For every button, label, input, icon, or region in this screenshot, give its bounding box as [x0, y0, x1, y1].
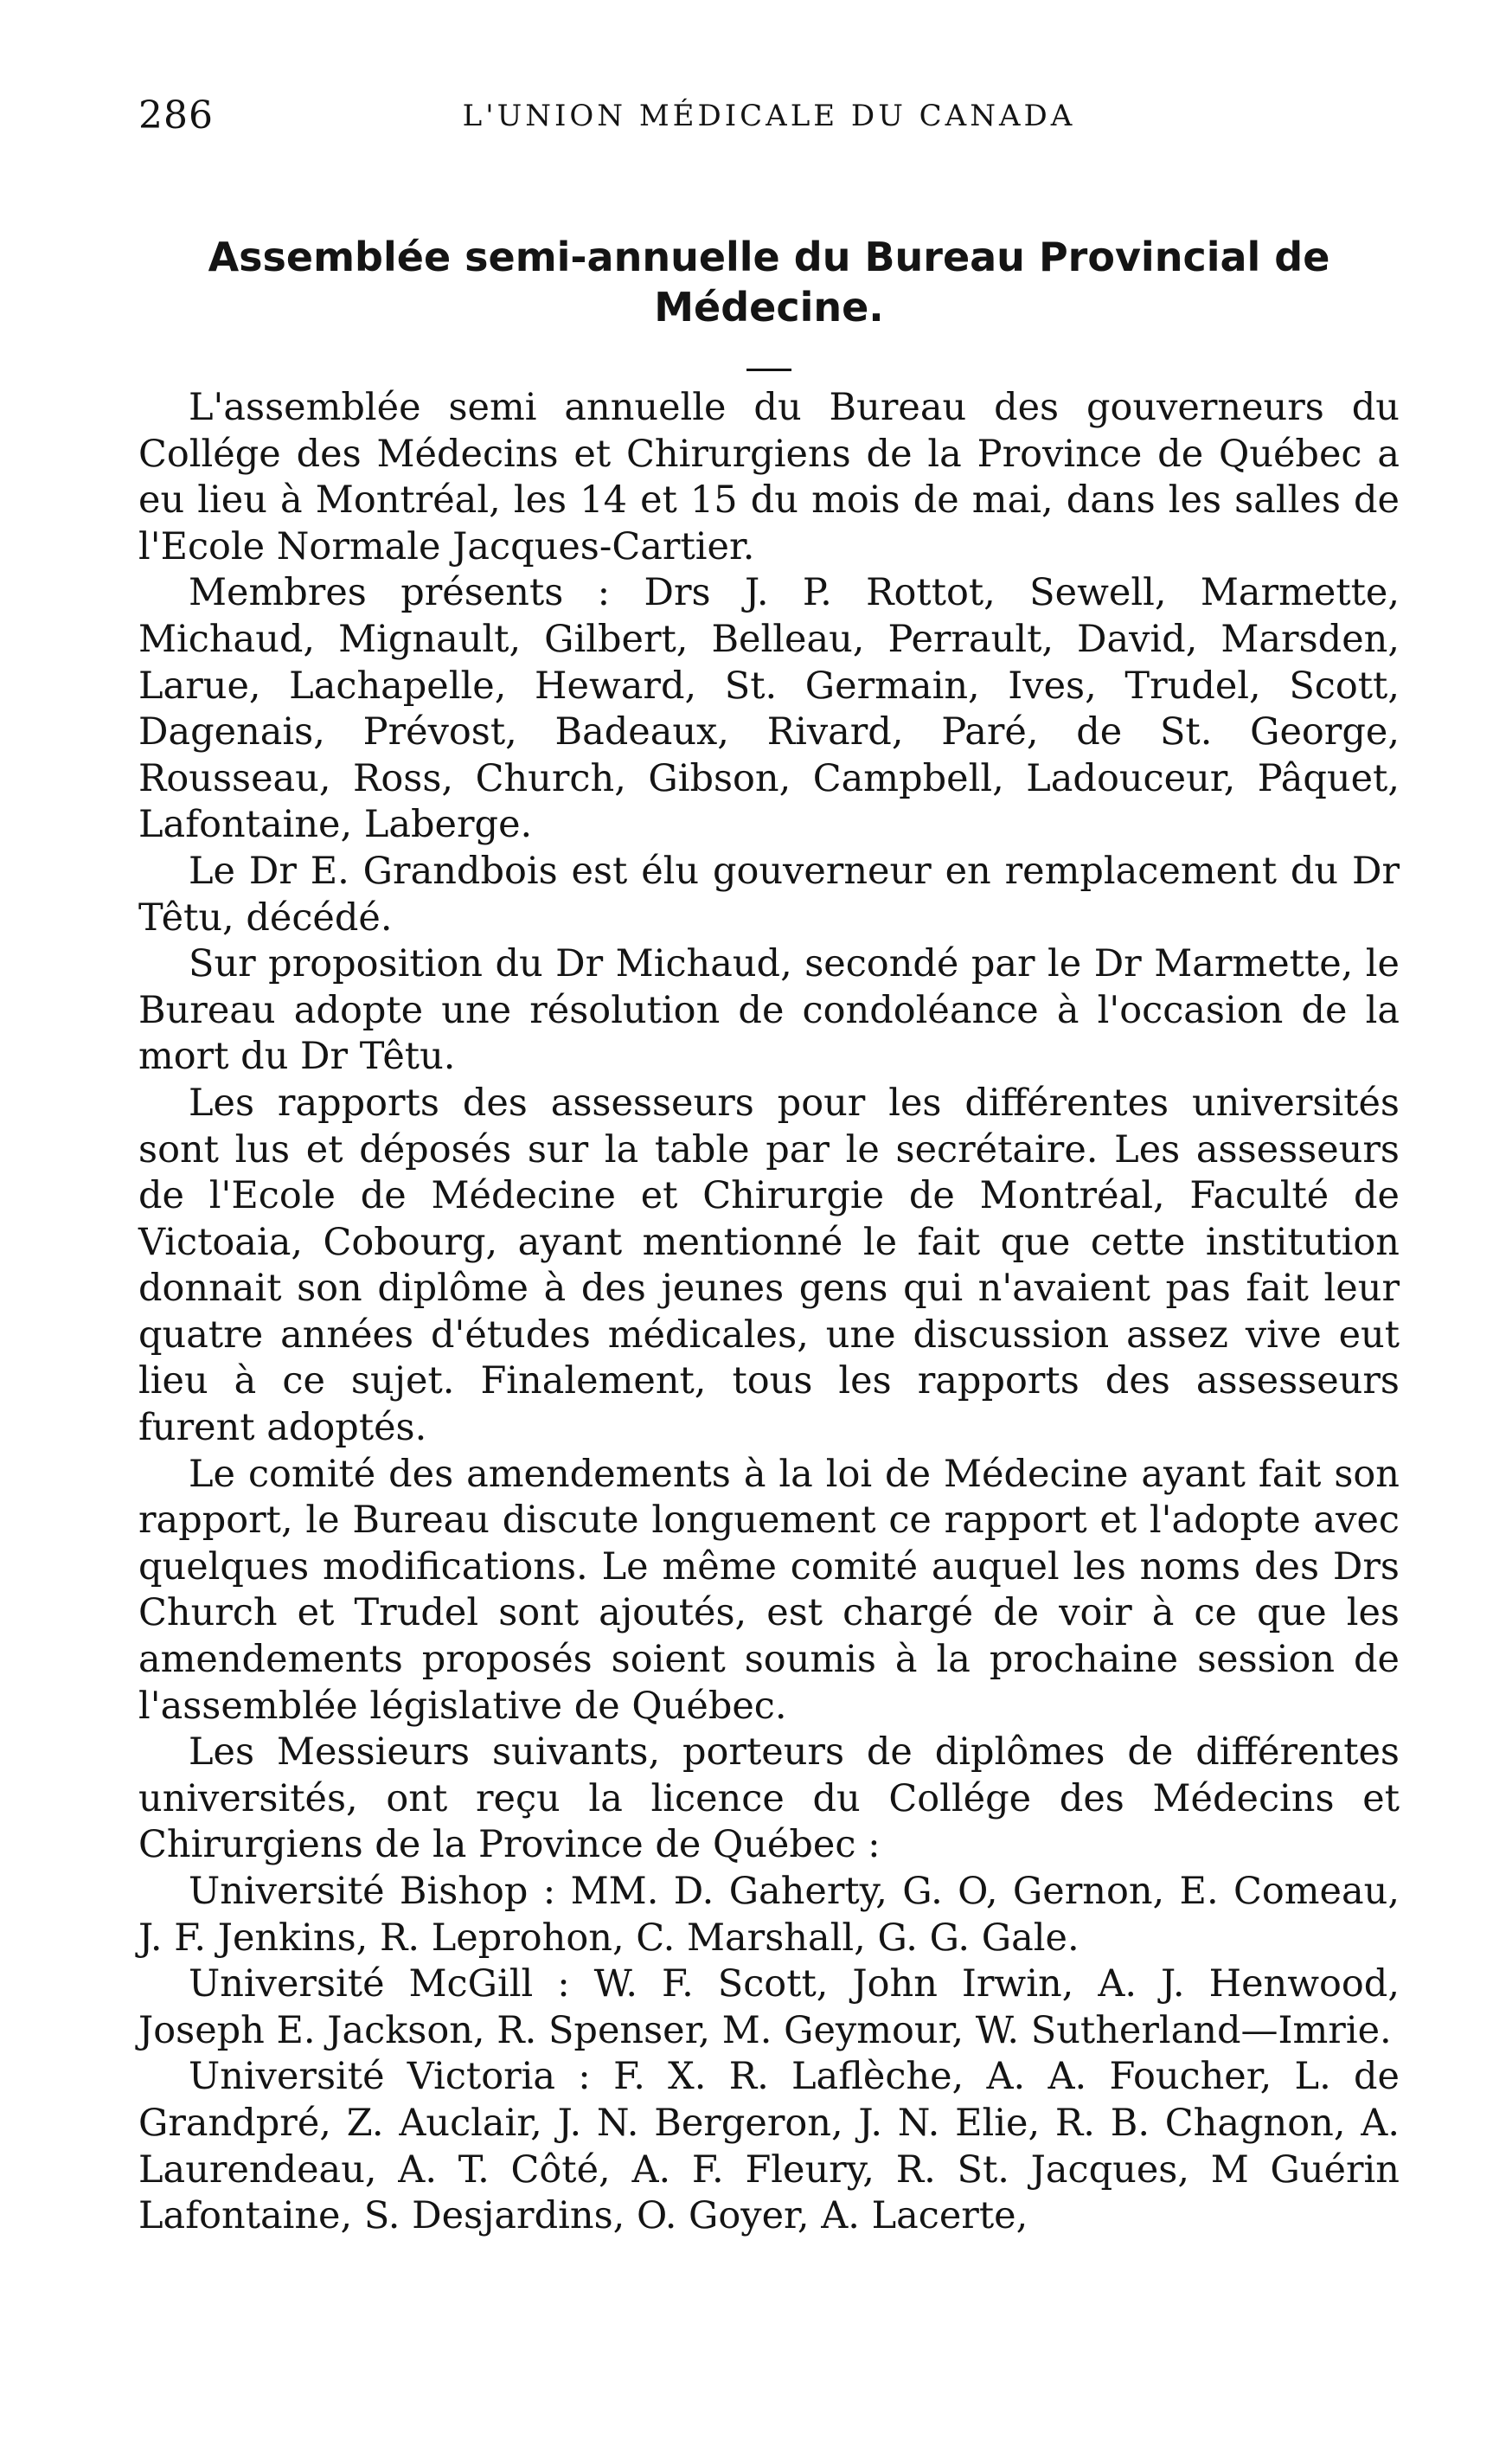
paragraph-amendments-committee: Le comité des amendements à la loi de Médecine ayant fait son rapport, le Bureau discute longuement ce rapport et l'adopte avec quelques modifications. Le même comité auquel les noms des Drs Church et Trudel sont ajoutés, est chargé de voir à ce que les amendements proposés soient soumis à la prochaine session de l'assemblée législative de Québec. — [138, 1452, 1400, 1728]
paragraph-governor-election: Le Dr E. Grandbois est élu gouverneur en remplacement du Dr Têtu, décédé. — [138, 849, 1400, 940]
paragraph-licences-intro: Les Messieurs suivants, porteurs de diplômes de différentes universités, ont reçu la licence du Collége des Médecins et Chirurgiens de la Province de Québec : — [138, 1730, 1400, 1867]
paragraph-victoria-university: Université Victoria : F. X. R. Laflèche, A. A. Foucher, L. de Grandpré, Z. Auclair, J. N. Bergeron, J. N. Elie, R. B. Chagnon, A. Laurendeau, A. T. Côté, A. F. Fleury, R. St. Jacques, M Guérin Lafontaine, S. Desjardins, O. Goyer, A. Lacerte, — [138, 2055, 1400, 2238]
page-number: 286 — [138, 93, 214, 138]
paragraph-condolence: Sur proposition du Dr Michaud, secondé par le Dr Marmette, le Bureau adopte une résolution de condoléance à l'occasion de la mort du Dr Têtu. — [138, 942, 1400, 1079]
page — [138, 93, 1400, 2240]
article-body — [138, 385, 1400, 2240]
title-rule — [746, 369, 791, 371]
paragraph-members-present: Membres présents : Drs J. P. Rottot, Sewell, Marmette, Michaud, Mignault, Gilbert, Belleau, Perrault, David, Marsden, Larue, Lachapelle, Heward, St. Germain, Ives, Trudel, Scott, Dagenais, Prévost, Badeaux, Rivard, Paré, de St. George, Rousseau, Ross, Church, Gibson, Campbell, Ladouceur, Pâquet, Lafontaine, Laberge. — [138, 571, 1400, 847]
paragraph-mcgill-university: Université McGill : W. F. Scott, John Irwin, A. J. Henwood, Joseph E. Jackson, R. Spenser, M. Geymour, W. Sutherland—Imrie. — [138, 1962, 1400, 2052]
paragraph-bishop-university: Université Bishop : MM. D. Gaherty, G. O, Gernon, E. Comeau, J. F. Jenkins, R. Leprohon, C. Marshall, G. G. Gale. — [138, 1870, 1400, 1960]
paragraph-meeting-intro: L'assemblée semi annuelle du Bureau des gouverneurs du Collége des Médecins et Chirurgiens de la Province de Québec a eu lieu à Montréal, les 14 et 15 du mois de mai, dans les salles de l'Ecole Normale Jacques-Cartier. — [138, 386, 1400, 568]
article-title: Assemblée semi-annuelle du Bureau Provincial de Médecine. — [208, 234, 1330, 331]
journal-title: L'UNION MÉDICALE DU CANADA — [462, 99, 1076, 133]
paragraph-assessor-reports: Les rapports des assesseurs pour les différentes universités sont lus et déposés sur la table par le secrétaire. Les assesseurs de l'Ecole de Médecine et Chirurgie de Montréal, Faculté de Victoaia, Cobourg, ayant mentionné le fait que cette institution donnait son diplôme à des jeunes gens qui n'avaient pas fait leur quatre années d'études médicales, une discussion assez vive eut lieu à ce sujet. Finalement, tous les rapports des assesseurs furent adoptés. — [138, 1081, 1400, 1450]
running-head — [138, 93, 1400, 145]
